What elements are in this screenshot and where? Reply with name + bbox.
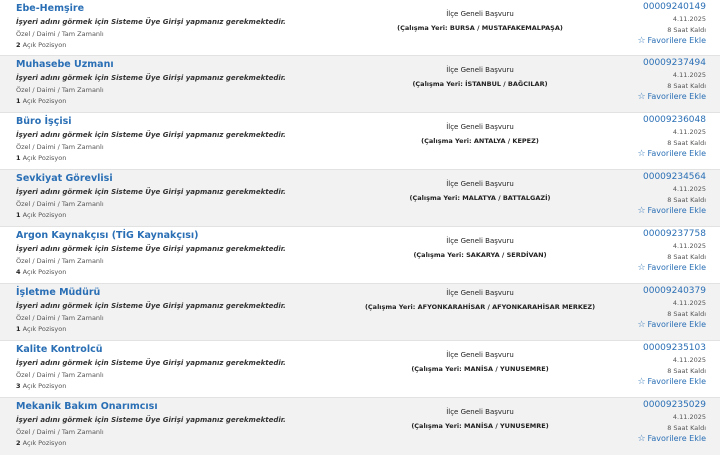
- add-favorite-button[interactable]: [637, 206, 706, 216]
- listing-date: 4.11.2025: [672, 413, 706, 421]
- open-positions: [16, 211, 66, 219]
- add-favorite-button[interactable]: [637, 320, 706, 330]
- listing-date: 4.11.2025: [672, 299, 706, 307]
- login-notice: İşyeri adını görmek için Sisteme Üye Girişi yapmanız gerekmektedir.: [16, 74, 286, 82]
- star-outline-icon: ☆: [637, 377, 646, 387]
- favorite-label: Favorilere Ekle: [647, 149, 706, 158]
- positions-label: Açık Pozisyon: [22, 268, 67, 276]
- login-notice: İşyeri adını görmek için Sisteme Üye Girişi yapmanız gerekmektedir.: [16, 131, 286, 139]
- add-favorite-button[interactable]: [637, 149, 706, 159]
- login-notice: İşyeri adını görmek için Sisteme Üye Girişi yapmanız gerekmektedir.: [16, 188, 286, 196]
- add-favorite-button[interactable]: [637, 377, 706, 387]
- login-notice: İşyeri adını görmek için Sisteme Üye Girişi yapmanız gerekmektedir.: [16, 416, 286, 424]
- position-count: 2: [16, 439, 21, 447]
- listing-date: 4.11.2025: [672, 128, 706, 136]
- open-positions: [16, 325, 66, 333]
- employment-type: Özel / Daimi / Tam Zamanlı: [16, 314, 104, 322]
- login-notice: İşyeri adını görmek için Sisteme Üye Girişi yapmanız gerekmektedir.: [16, 302, 286, 310]
- listing-meta: [637, 343, 706, 387]
- listing-number-link[interactable]: 00009237758: [643, 229, 706, 239]
- listing-meta: [637, 58, 706, 102]
- job-title-link[interactable]: Mekanik Bakım Onarımcısı: [16, 401, 158, 412]
- positions-label: Açık Pozisyon: [22, 154, 67, 162]
- employment-type: Özel / Daimi / Tam Zamanlı: [16, 371, 104, 379]
- position-count: 1: [16, 154, 21, 162]
- add-favorite-button[interactable]: [637, 434, 706, 444]
- application-type: İlçe Geneli Başvuru: [446, 351, 514, 359]
- listing-date: 4.11.2025: [672, 71, 706, 79]
- job-row: [0, 284, 720, 341]
- listing-meta: [637, 229, 706, 273]
- positions-label: Açık Pozisyon: [22, 211, 67, 219]
- favorite-label: Favorilere Ekle: [647, 92, 706, 101]
- listing-meta: [637, 400, 706, 444]
- time-remaining: 8 Saat Kaldı: [667, 310, 706, 318]
- favorite-label: Favorilere Ekle: [647, 377, 706, 386]
- application-info: [350, 10, 610, 33]
- listing-number-link[interactable]: 00009235103: [643, 343, 706, 353]
- time-remaining: 8 Saat Kaldı: [667, 82, 706, 90]
- listing-meta: [637, 172, 706, 216]
- time-remaining: 8 Saat Kaldı: [667, 367, 706, 375]
- time-remaining: 8 Saat Kaldı: [667, 253, 706, 261]
- application-type: İlçe Geneli Başvuru: [446, 10, 514, 18]
- add-favorite-button[interactable]: [637, 36, 706, 46]
- job-title-link[interactable]: Sevkiyat Görevlisi: [16, 173, 113, 184]
- application-info: [350, 180, 610, 203]
- job-title-link[interactable]: Kalite Kontrolcü: [16, 344, 103, 355]
- star-outline-icon: ☆: [637, 92, 646, 102]
- positions-label: Açık Pozisyon: [22, 325, 67, 333]
- job-title-link[interactable]: Argon Kaynakçısı (TİG Kaynakçısı): [16, 230, 199, 241]
- application-info: [350, 66, 610, 89]
- employment-type: Özel / Daimi / Tam Zamanlı: [16, 143, 104, 151]
- login-notice: İşyeri adını görmek için Sisteme Üye Girişi yapmanız gerekmektedir.: [16, 359, 286, 367]
- application-info: [350, 237, 610, 260]
- work-location: (Çalışma Yeri: SAKARYA / SERDİVAN): [413, 251, 547, 259]
- favorite-label: Favorilere Ekle: [647, 206, 706, 215]
- listing-date: 4.11.2025: [672, 242, 706, 250]
- open-positions: [16, 268, 66, 276]
- work-location: (Çalışma Yeri: MALATYA / BATTALGAZİ): [409, 194, 551, 202]
- position-count: 4: [16, 268, 21, 276]
- star-outline-icon: ☆: [637, 206, 646, 216]
- work-location: (Çalışma Yeri: AFYONKARAHİSAR / AFYONKARAHİSAR MERKEZ): [364, 303, 596, 311]
- favorite-label: Favorilere Ekle: [647, 263, 706, 272]
- listing-number-link[interactable]: 00009237494: [643, 58, 706, 68]
- listing-number-link[interactable]: 00009234564: [643, 172, 706, 182]
- positions-label: Açık Pozisyon: [22, 41, 67, 49]
- add-favorite-button[interactable]: [637, 263, 706, 273]
- login-notice: İşyeri adını görmek için Sisteme Üye Girişi yapmanız gerekmektedir.: [16, 18, 286, 26]
- open-positions: [16, 41, 66, 49]
- job-row: [0, 170, 720, 227]
- favorite-label: Favorilere Ekle: [647, 434, 706, 443]
- listing-meta: [637, 286, 706, 330]
- star-outline-icon: ☆: [637, 263, 646, 273]
- listing-number-link[interactable]: 00009235029: [643, 400, 706, 410]
- time-remaining: 8 Saat Kaldı: [667, 26, 706, 34]
- employment-type: Özel / Daimi / Tam Zamanlı: [16, 428, 104, 436]
- listing-date: 4.11.2025: [672, 185, 706, 193]
- employment-type: Özel / Daimi / Tam Zamanlı: [16, 30, 104, 38]
- work-location: (Çalışma Yeri: BURSA / MUSTAFAKEMALPAŞA): [397, 24, 563, 32]
- employment-type: Özel / Daimi / Tam Zamanlı: [16, 200, 104, 208]
- time-remaining: 8 Saat Kaldı: [667, 424, 706, 432]
- listing-meta: [637, 2, 706, 46]
- application-type: İlçe Geneli Başvuru: [446, 289, 514, 297]
- job-row: [0, 56, 720, 113]
- positions-label: Açık Pozisyon: [22, 439, 67, 447]
- application-type: İlçe Geneli Başvuru: [446, 180, 514, 188]
- job-row: [0, 398, 720, 455]
- application-info: [350, 351, 610, 374]
- job-row: [0, 113, 720, 170]
- application-info: [350, 408, 610, 431]
- application-type: İlçe Geneli Başvuru: [446, 237, 514, 245]
- listing-date: 4.11.2025: [672, 15, 706, 23]
- employment-type: Özel / Daimi / Tam Zamanlı: [16, 86, 104, 94]
- add-favorite-button[interactable]: [637, 92, 706, 102]
- star-outline-icon: ☆: [637, 36, 646, 46]
- star-outline-icon: ☆: [637, 320, 646, 330]
- work-location: (Çalışma Yeri: MANİSA / YUNUSEMRE): [411, 365, 549, 373]
- job-title-link[interactable]: Büro İşçisi: [16, 116, 72, 127]
- application-info: [350, 289, 610, 312]
- work-location: (Çalışma Yeri: ANTALYA / KEPEZ): [421, 137, 539, 145]
- position-count: 3: [16, 382, 21, 390]
- work-location: (Çalışma Yeri: İSTANBUL / BAĞCILAR): [412, 80, 548, 88]
- star-outline-icon: ☆: [637, 434, 646, 444]
- open-positions: [16, 439, 66, 447]
- employment-type: Özel / Daimi / Tam Zamanlı: [16, 257, 104, 265]
- time-remaining: 8 Saat Kaldı: [667, 196, 706, 204]
- favorite-label: Favorilere Ekle: [647, 36, 706, 45]
- position-count: 2: [16, 41, 21, 49]
- position-count: 1: [16, 211, 21, 219]
- listing-meta: [637, 115, 706, 159]
- position-count: 1: [16, 97, 21, 105]
- listing-number-link[interactable]: 00009240379: [643, 286, 706, 296]
- listing-number-link[interactable]: 00009240149: [643, 2, 706, 12]
- open-positions: [16, 382, 66, 390]
- application-type: İlçe Geneli Başvuru: [446, 123, 514, 131]
- star-outline-icon: ☆: [637, 149, 646, 159]
- job-title-link[interactable]: İşletme Müdürü: [16, 287, 101, 298]
- job-row: [0, 341, 720, 398]
- job-title-link[interactable]: Ebe-Hemşire: [16, 3, 85, 14]
- listing-number-link[interactable]: 00009236048: [643, 115, 706, 125]
- work-location: (Çalışma Yeri: MANİSA / YUNUSEMRE): [411, 422, 549, 430]
- open-positions: [16, 97, 66, 105]
- position-count: 1: [16, 325, 21, 333]
- positions-label: Açık Pozisyon: [22, 382, 67, 390]
- listing-date: 4.11.2025: [672, 356, 706, 364]
- job-title-link[interactable]: Muhasebe Uzmanı: [16, 59, 114, 70]
- positions-label: Açık Pozisyon: [22, 97, 67, 105]
- job-row: [0, 0, 720, 56]
- open-positions: [16, 154, 66, 162]
- application-type: İlçe Geneli Başvuru: [446, 66, 514, 74]
- favorite-label: Favorilere Ekle: [647, 320, 706, 329]
- application-type: İlçe Geneli Başvuru: [446, 408, 514, 416]
- application-info: [350, 123, 610, 146]
- time-remaining: 8 Saat Kaldı: [667, 139, 706, 147]
- login-notice: İşyeri adını görmek için Sisteme Üye Girişi yapmanız gerekmektedir.: [16, 245, 286, 253]
- job-row: [0, 227, 720, 284]
